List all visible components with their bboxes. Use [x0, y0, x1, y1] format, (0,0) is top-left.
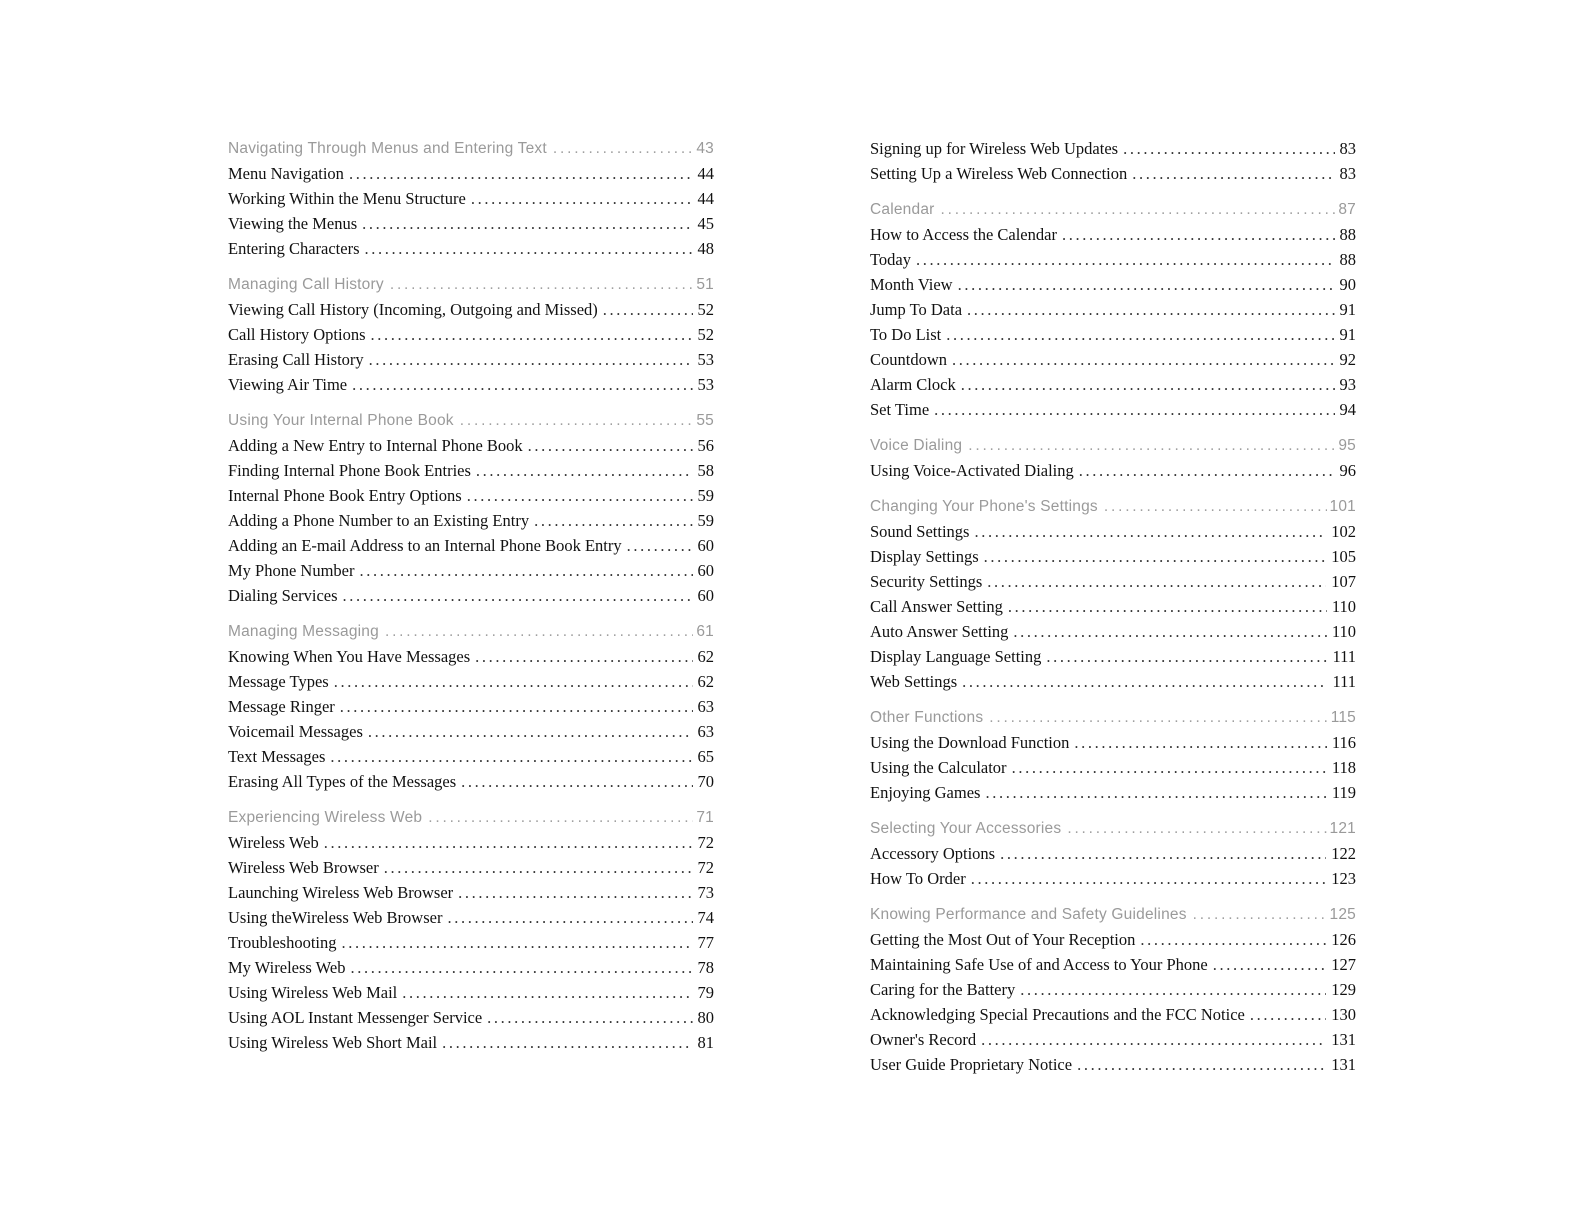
toc-entry-title: Setting Up a Wireless Web Connection	[870, 164, 1128, 183]
toc-entry-title: Owner's Record	[870, 1030, 977, 1049]
toc-entry	[228, 744, 714, 769]
section-heading-title: Knowing Performance and Safety Guidelines	[870, 906, 1187, 923]
toc-entry	[870, 1002, 1356, 1027]
toc-entry	[228, 533, 714, 558]
toc-entry-page: 62	[697, 647, 714, 666]
toc-entry-page: 88	[1339, 250, 1356, 269]
toc-entry-title: Alarm Clock	[870, 375, 956, 394]
toc-entry	[870, 397, 1356, 422]
toc-entry	[228, 483, 714, 508]
toc-entry-page: 70	[697, 772, 714, 791]
toc-entry-title: Troubleshooting	[228, 933, 337, 952]
toc-entry	[228, 769, 714, 794]
toc-entry-page: 131	[1331, 1055, 1356, 1074]
toc-entry	[870, 544, 1356, 569]
dot-leader	[916, 247, 1334, 272]
toc-entry-title: Dialing Services	[228, 586, 338, 605]
section-heading-title: Selecting Your Accessories	[870, 820, 1062, 837]
toc-entry	[228, 583, 714, 608]
toc-entry	[870, 780, 1356, 805]
dot-leader	[471, 186, 693, 211]
dot-leader	[627, 533, 693, 558]
toc-entry	[228, 905, 714, 930]
toc-entry-page: 91	[1339, 300, 1356, 319]
toc-entry	[870, 458, 1356, 483]
dot-leader	[352, 372, 692, 397]
toc-entry-page: 96	[1339, 461, 1356, 480]
toc-entry-title: To Do List	[870, 325, 942, 344]
dot-leader	[528, 433, 693, 458]
dot-leader	[1074, 730, 1326, 755]
dot-leader	[390, 272, 694, 297]
toc-entry	[870, 372, 1356, 397]
toc-entry	[228, 1030, 714, 1055]
dot-leader	[971, 866, 1327, 891]
toc-entry-page: 126	[1331, 930, 1356, 949]
toc-section	[228, 408, 714, 608]
toc-entry-title: Adding a New Entry to Internal Phone Book	[228, 436, 523, 455]
section-heading-page: 43	[696, 140, 714, 157]
toc-entry	[228, 322, 714, 347]
dot-leader	[342, 930, 693, 955]
section-heading-page: 95	[1338, 437, 1356, 454]
toc-entry-page: 105	[1331, 547, 1356, 566]
dot-leader	[350, 955, 692, 980]
toc-entry-page: 111	[1332, 647, 1356, 666]
toc-entry-title: Call Answer Setting	[870, 597, 1003, 616]
toc-entry-title: Menu Navigation	[228, 164, 344, 183]
toc-entry-page: 127	[1331, 955, 1356, 974]
toc-entry-title: Erasing Call History	[228, 350, 364, 369]
toc-entry-page: 107	[1331, 572, 1356, 591]
toc-entry	[870, 272, 1356, 297]
toc-entry-page: 83	[1339, 139, 1356, 158]
dot-leader	[368, 719, 693, 744]
toc-entry	[870, 161, 1356, 186]
toc-entry-title: Finding Internal Phone Book Entries	[228, 461, 471, 480]
toc-section	[228, 805, 714, 1055]
toc-section	[870, 197, 1356, 422]
toc-entry	[228, 211, 714, 236]
toc-entry	[228, 372, 714, 397]
dot-leader	[1046, 644, 1327, 669]
toc-entry-page: 74	[697, 908, 714, 927]
toc-entry	[870, 247, 1356, 272]
section-heading-page: 55	[696, 412, 714, 429]
toc-entry-title: Display Language Setting	[870, 647, 1042, 666]
toc-section	[870, 136, 1356, 186]
toc-entry-page: 48	[697, 239, 714, 258]
toc-entry	[228, 558, 714, 583]
dot-leader	[553, 136, 693, 161]
dot-leader	[364, 236, 692, 261]
toc-right-column	[870, 136, 1356, 1088]
section-heading	[870, 705, 1356, 730]
section-heading-page: 101	[1329, 498, 1356, 515]
dot-leader	[941, 197, 1336, 222]
dot-leader	[385, 619, 693, 644]
toc-entry-title: Message Types	[228, 672, 329, 691]
section-heading-page: 51	[696, 276, 714, 293]
dot-leader	[985, 780, 1326, 805]
toc-entry-title: Using Wireless Web Mail	[228, 983, 398, 1002]
toc-entry-page: 53	[697, 350, 714, 369]
dot-leader	[343, 583, 693, 608]
toc-entry-title: Sound Settings	[870, 522, 970, 541]
toc-entry-title: Message Ringer	[228, 697, 335, 716]
toc-entry-page: 44	[697, 189, 714, 208]
toc-section	[228, 619, 714, 794]
toc-entry-title: Acknowledging Special Precautions and the FCC Notice	[870, 1005, 1245, 1024]
section-heading-title: Using Your Internal Phone Book	[228, 412, 454, 429]
toc-entry-title: Wireless Web	[228, 833, 319, 852]
toc-entry	[870, 755, 1356, 780]
toc-entry-title: Knowing When You Have Messages	[228, 647, 471, 666]
toc-entry-page: 78	[697, 958, 714, 977]
toc-entry-title: Maintaining Safe Use of and Access to Your Phone	[870, 955, 1208, 974]
toc-section	[228, 272, 714, 397]
dot-leader	[467, 483, 693, 508]
section-heading	[870, 816, 1356, 841]
toc-entry-page: 129	[1331, 980, 1356, 999]
toc-entry-page: 65	[697, 747, 714, 766]
toc-entry-title: Using Voice-Activated Dialing	[870, 461, 1074, 480]
toc-entry	[870, 952, 1356, 977]
toc-entry-page: 77	[697, 933, 714, 952]
toc-entry-title: Entering Characters	[228, 239, 360, 258]
toc-entry	[870, 841, 1356, 866]
toc-entry	[228, 855, 714, 880]
toc-entry	[228, 236, 714, 261]
toc-entry	[228, 644, 714, 669]
toc-entry	[870, 322, 1356, 347]
toc-entry	[870, 730, 1356, 755]
section-heading	[228, 408, 714, 433]
toc-entry-page: 90	[1339, 275, 1356, 294]
dot-leader	[1104, 494, 1327, 519]
toc-entry	[228, 508, 714, 533]
section-heading-title: Managing Call History	[228, 276, 384, 293]
dot-leader	[1079, 458, 1335, 483]
section-heading-title: Experiencing Wireless Web	[228, 809, 423, 826]
toc-entry-page: 83	[1339, 164, 1356, 183]
dot-leader	[968, 433, 1335, 458]
section-heading-title: Voice Dialing	[870, 437, 963, 454]
dot-leader	[460, 408, 694, 433]
toc-entry	[228, 347, 714, 372]
section-heading-page: 87	[1338, 201, 1356, 218]
dot-leader	[962, 669, 1327, 694]
toc-entry	[228, 980, 714, 1005]
dot-leader	[974, 519, 1326, 544]
dot-leader	[1193, 902, 1327, 927]
section-heading-title: Changing Your Phone's Settings	[870, 498, 1098, 515]
toc-left-column	[228, 136, 714, 1066]
toc-entry-page: 81	[697, 1033, 714, 1052]
dot-leader	[981, 1027, 1326, 1052]
toc-entry-page: 73	[697, 883, 714, 902]
toc-entry	[870, 222, 1356, 247]
toc-section	[870, 816, 1356, 891]
toc-entry-page: 116	[1331, 733, 1356, 752]
section-heading-page: 61	[696, 623, 714, 640]
section-heading-title: Calendar	[870, 201, 935, 218]
toc-entry	[228, 458, 714, 483]
toc-entry	[870, 927, 1356, 952]
toc-entry-page: 72	[697, 858, 714, 877]
dot-leader	[1000, 841, 1326, 866]
dot-leader	[442, 1030, 692, 1055]
toc-entry-title: Using the Download Function	[870, 733, 1070, 752]
dot-leader	[384, 855, 693, 880]
section-heading-page: 71	[696, 809, 714, 826]
toc-entry	[870, 644, 1356, 669]
toc-entry-title: Wireless Web Browser	[228, 858, 379, 877]
toc-entry-title: Text Messages	[228, 747, 326, 766]
toc-entry-page: 53	[697, 375, 714, 394]
toc-entry-page: 94	[1339, 400, 1356, 419]
toc-entry-page: 110	[1331, 597, 1356, 616]
toc-entry-title: Countdown	[870, 350, 948, 369]
dot-leader	[461, 769, 692, 794]
toc-entry-page: 80	[697, 1008, 714, 1027]
toc-entry	[228, 433, 714, 458]
toc-entry-title: Using Wireless Web Short Mail	[228, 1033, 438, 1052]
toc-entry	[870, 866, 1356, 891]
toc-entry	[228, 186, 714, 211]
toc-entry-title: My Wireless Web	[228, 958, 346, 977]
toc-section	[870, 433, 1356, 483]
toc-entry-page: 119	[1331, 783, 1356, 802]
toc-entry-title: Auto Answer Setting	[870, 622, 1009, 641]
dot-leader	[1077, 1052, 1326, 1077]
dot-leader	[989, 705, 1327, 730]
toc-entry-title: Display Settings	[870, 547, 979, 566]
dot-leader	[958, 272, 1335, 297]
toc-entry	[870, 519, 1356, 544]
dot-leader	[1213, 952, 1326, 977]
toc-entry-title: Voicemail Messages	[228, 722, 363, 741]
toc-entry-page: 56	[697, 436, 714, 455]
toc-entry-title: Viewing Air Time	[228, 375, 348, 394]
section-heading-page: 121	[1329, 820, 1356, 837]
toc-entry-page: 122	[1331, 844, 1356, 863]
toc-entry-title: My Phone Number	[228, 561, 355, 580]
toc-entry-page: 131	[1331, 1030, 1356, 1049]
dot-leader	[371, 322, 693, 347]
dot-leader	[987, 569, 1326, 594]
dot-leader	[1132, 161, 1334, 186]
toc-entry-title: Security Settings	[870, 572, 983, 591]
toc-entry	[870, 1027, 1356, 1052]
dot-leader	[967, 297, 1334, 322]
dot-leader	[952, 347, 1334, 372]
section-heading	[870, 494, 1356, 519]
toc-entry-page: 60	[697, 586, 714, 605]
dot-leader	[1012, 755, 1327, 780]
toc-entry-title: Today	[870, 250, 912, 269]
toc-entry	[228, 1005, 714, 1030]
toc-entry-title: Viewing Call History (Incoming, Outgoing and Missed)	[228, 300, 598, 319]
toc-entry-page: 111	[1332, 672, 1356, 691]
section-heading	[228, 805, 714, 830]
dot-leader	[476, 458, 693, 483]
toc-entry	[870, 569, 1356, 594]
toc-entry-page: 63	[697, 722, 714, 741]
toc-entry-title: How to Access the Calendar	[870, 225, 1057, 244]
dot-leader	[428, 805, 693, 830]
toc-entry-title: Set Time	[870, 400, 930, 419]
toc-entry-page: 60	[697, 536, 714, 555]
toc-entry-title: Accessory Options	[870, 844, 996, 863]
dot-leader	[984, 544, 1327, 569]
dot-leader	[447, 905, 692, 930]
dot-leader	[1123, 136, 1334, 161]
toc-entry	[870, 669, 1356, 694]
toc-section	[870, 902, 1356, 1077]
dot-leader	[1140, 927, 1326, 952]
toc-entry-title: Month View	[870, 275, 953, 294]
dot-leader	[362, 211, 692, 236]
toc-entry-page: 44	[697, 164, 714, 183]
toc-entry	[870, 347, 1356, 372]
toc-entry-page: 52	[697, 325, 714, 344]
toc-entry	[870, 136, 1356, 161]
toc-entry-title: Getting the Most Out of Your Reception	[870, 930, 1136, 949]
dot-leader	[369, 347, 693, 372]
toc-entry	[228, 161, 714, 186]
toc-entry-page: 88	[1339, 225, 1356, 244]
toc-entry-title: Adding a Phone Number to an Existing Entry	[228, 511, 530, 530]
toc-entry-page: 58	[697, 461, 714, 480]
toc-entry-page: 72	[697, 833, 714, 852]
toc-entry-page: 45	[697, 214, 714, 233]
dot-leader	[349, 161, 693, 186]
dot-leader	[961, 372, 1335, 397]
toc-entry-page: 62	[697, 672, 714, 691]
toc-entry-title: Erasing All Types of the Messages	[228, 772, 457, 791]
section-heading	[870, 197, 1356, 222]
dot-leader	[402, 980, 692, 1005]
dot-leader	[487, 1005, 692, 1030]
toc-entry	[228, 930, 714, 955]
section-heading-title: Navigating Through Menus and Entering Text	[228, 140, 547, 157]
dot-leader	[340, 694, 693, 719]
toc-entry-page: 123	[1331, 869, 1356, 888]
toc-entry-title: Internal Phone Book Entry Options	[228, 486, 462, 505]
section-heading	[228, 619, 714, 644]
section-heading-title: Managing Messaging	[228, 623, 379, 640]
toc-entry	[228, 669, 714, 694]
dot-leader	[934, 397, 1334, 422]
toc-entry	[228, 830, 714, 855]
section-heading-page: 125	[1329, 906, 1356, 923]
toc-section	[870, 494, 1356, 694]
dot-leader	[603, 297, 693, 322]
toc-entry-title: Web Settings	[870, 672, 958, 691]
toc-entry-page: 102	[1331, 522, 1356, 541]
section-heading	[228, 272, 714, 297]
dot-leader	[1250, 1002, 1326, 1027]
dot-leader	[458, 880, 692, 905]
toc-entry	[870, 594, 1356, 619]
toc-entry-title: Using the Calculator	[870, 758, 1007, 777]
toc-entry	[228, 719, 714, 744]
dot-leader	[946, 322, 1334, 347]
toc-entry-page: 59	[697, 486, 714, 505]
toc-entry-title: How To Order	[870, 869, 966, 888]
dot-leader	[1008, 594, 1327, 619]
toc-entry-page: 93	[1339, 375, 1356, 394]
dot-leader	[324, 830, 693, 855]
section-heading	[870, 433, 1356, 458]
toc-entry-title: Working Within the Menu Structure	[228, 189, 466, 208]
dot-leader	[360, 558, 693, 583]
toc-entry-title: User Guide Proprietary Notice	[870, 1055, 1073, 1074]
toc-entry-page: 63	[697, 697, 714, 716]
dot-leader	[1067, 816, 1326, 841]
toc-section	[228, 136, 714, 261]
toc-entry-title: Using AOL Instant Messenger Service	[228, 1008, 483, 1027]
dot-leader	[334, 669, 693, 694]
toc-entry-page: 60	[697, 561, 714, 580]
toc-entry-title: Caring for the Battery	[870, 980, 1016, 999]
toc-entry-page: 92	[1339, 350, 1356, 369]
dot-leader	[1013, 619, 1326, 644]
dot-leader	[330, 744, 692, 769]
toc-entry	[870, 1052, 1356, 1077]
toc-entry-title: Enjoying Games	[870, 783, 981, 802]
toc-entry-title: Jump To Data	[870, 300, 963, 319]
dot-leader	[534, 508, 692, 533]
toc-entry-page: 110	[1331, 622, 1356, 641]
toc-entry	[870, 977, 1356, 1002]
toc-entry-title: Launching Wireless Web Browser	[228, 883, 454, 902]
toc-entry-title: Call History Options	[228, 325, 366, 344]
toc-entry	[228, 955, 714, 980]
toc-entry-page: 118	[1331, 758, 1356, 777]
toc-entry-page: 79	[697, 983, 714, 1002]
toc-entry-title: Signing up for Wireless Web Updates	[870, 139, 1119, 158]
toc-entry	[228, 297, 714, 322]
toc-entry-title: Adding an E-mail Address to an Internal Phone Book Entry	[228, 536, 622, 555]
section-heading-title: Other Functions	[870, 709, 984, 726]
section-heading	[228, 136, 714, 161]
section-heading	[870, 902, 1356, 927]
toc-section	[870, 705, 1356, 805]
toc-entry	[870, 619, 1356, 644]
toc-entry-title: Using theWireless Web Browser	[228, 908, 443, 927]
toc-entry	[870, 297, 1356, 322]
toc-entry-page: 91	[1339, 325, 1356, 344]
toc-entry-page: 59	[697, 511, 714, 530]
toc-entry-title: Viewing the Menus	[228, 214, 358, 233]
dot-leader	[1020, 977, 1326, 1002]
toc-entry-page: 52	[697, 300, 714, 319]
toc-entry-page: 130	[1331, 1005, 1356, 1024]
dot-leader	[475, 644, 692, 669]
toc-entry	[228, 694, 714, 719]
section-heading-page: 115	[1330, 709, 1356, 726]
toc-entry	[228, 880, 714, 905]
dot-leader	[1062, 222, 1335, 247]
